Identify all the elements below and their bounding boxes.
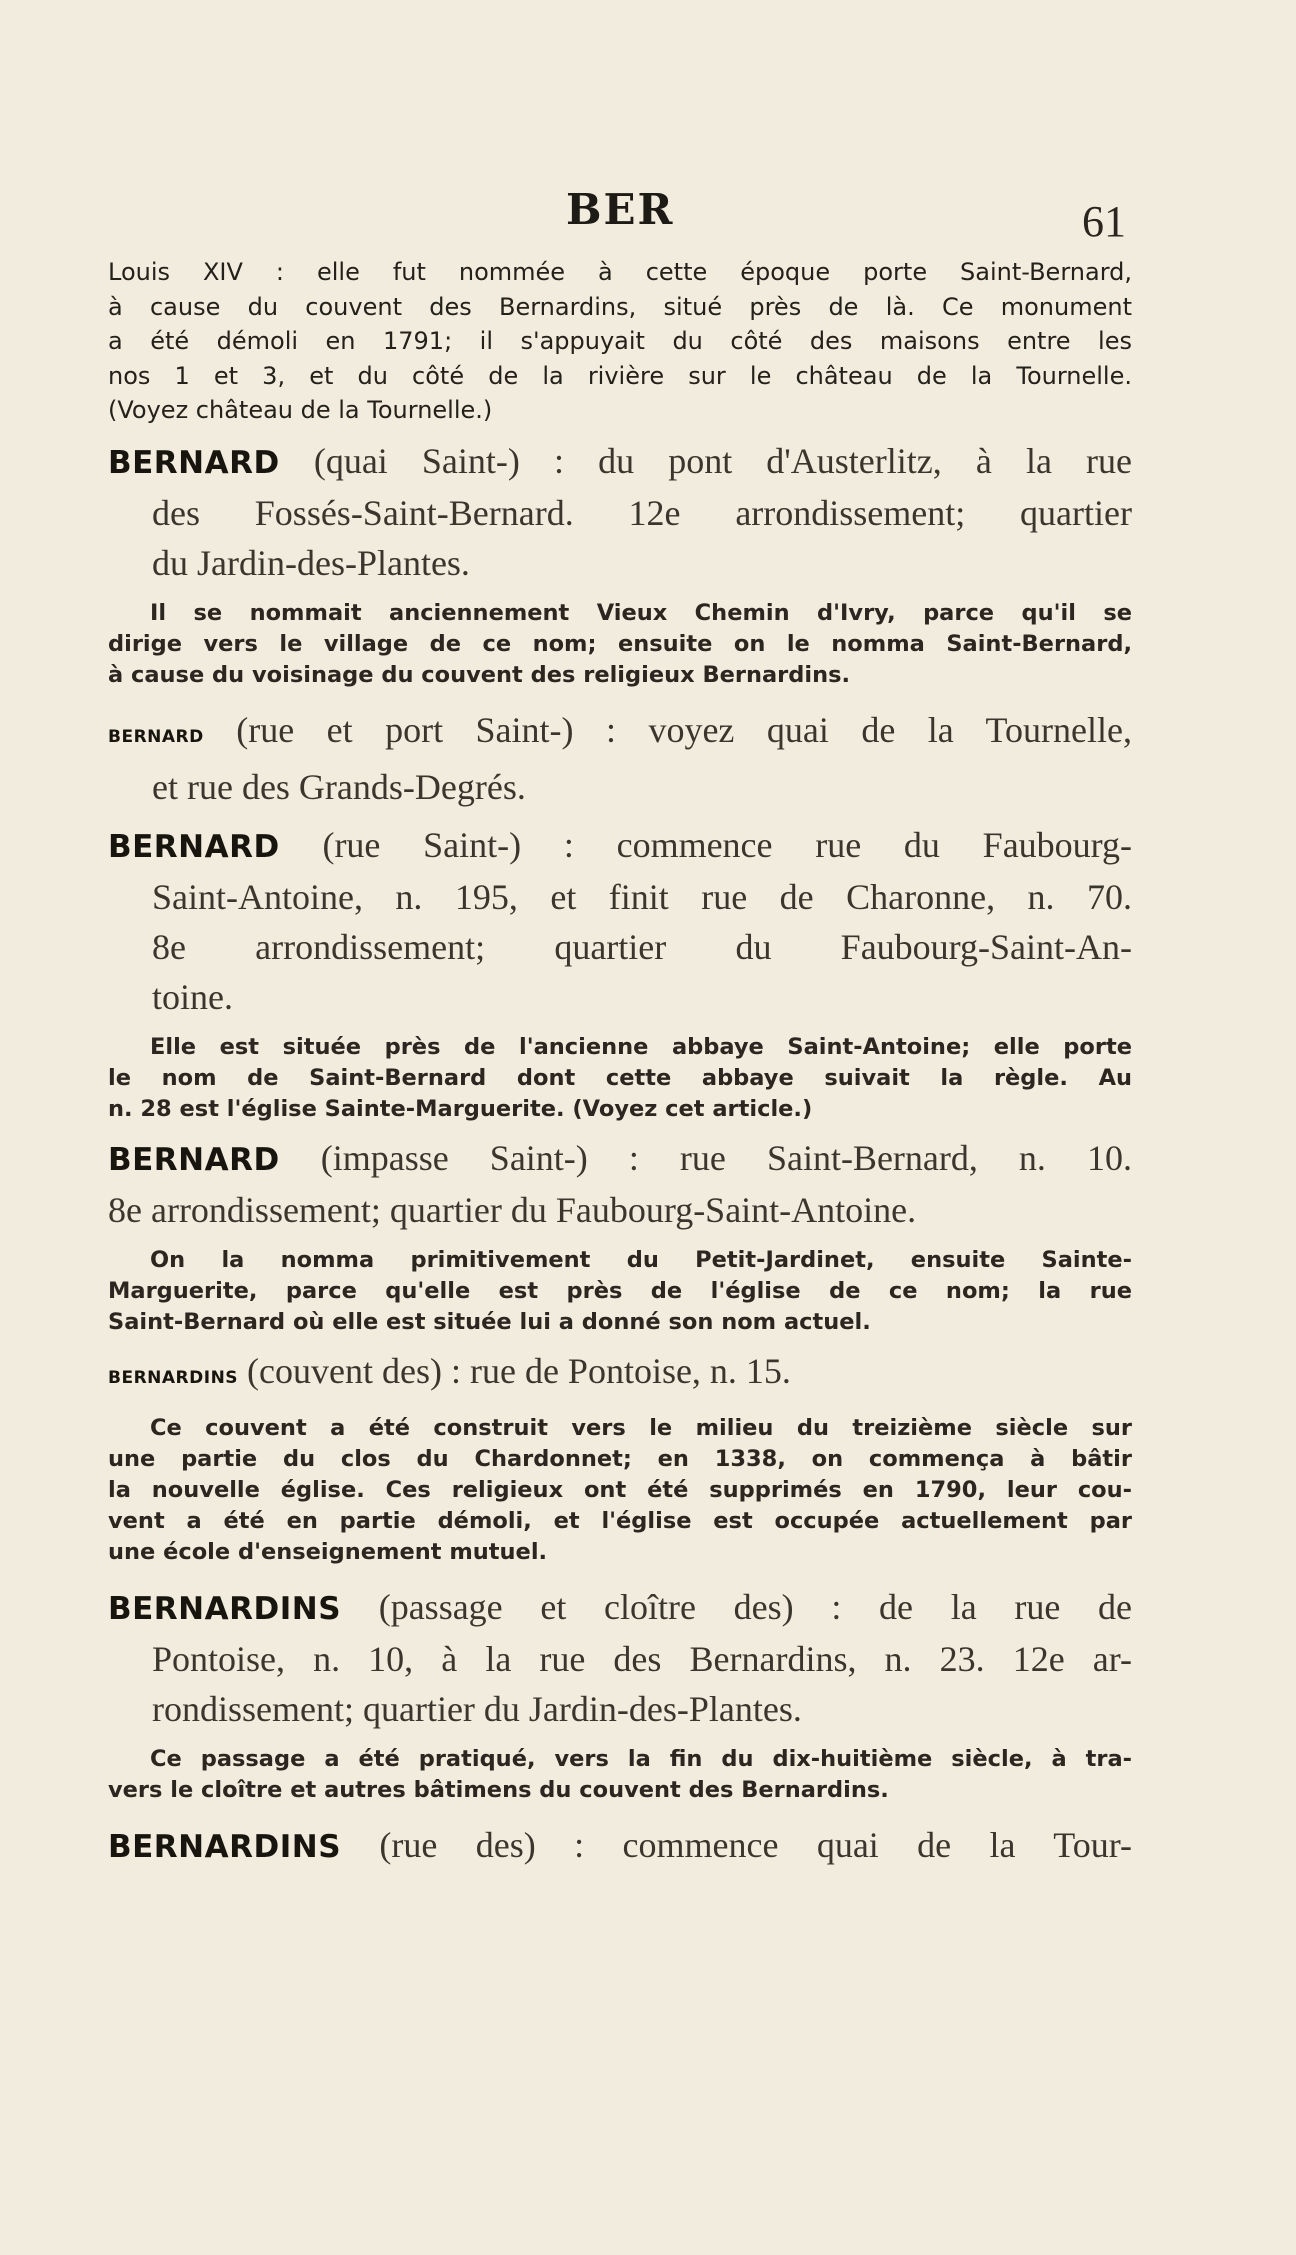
entry-text: du Jardin-des-Plantes.: [152, 542, 470, 583]
note-line: la nouvelle église. Ces religieux ont été supprimés en 1790, leur cou-: [108, 1476, 1132, 1503]
entry-text: rondissement; quartier du Jardin-des-Plantes.: [152, 1688, 802, 1729]
note-line: une partie du clos du Chardonnet; en 1338, on commença à bâtir: [108, 1445, 1132, 1472]
entry-text: des Fossés-Saint-Bernard. 12e arrondissement; quartier: [152, 492, 1132, 533]
note-line: vent a été en partie démoli, et l'église est occupée actuellement par: [108, 1507, 1132, 1534]
entry-text: 8e arrondissement; quartier du Faubourg-Saint-Antoine.: [108, 1189, 917, 1230]
entry-bernardins-rue: [108, 1820, 1132, 1872]
entry-bernard-rue-port: [108, 705, 1132, 812]
entry-text: (rue et port Saint-) : voyez quai de la Tournelle,: [203, 709, 1132, 750]
entry-text: (rue Saint-) : commence rue du Faubourg-: [279, 824, 1132, 865]
entry-text: 8e arrondissement; quartier du Faubourg-Saint-An-: [152, 926, 1132, 967]
headword: BERNARD: [108, 828, 280, 865]
running-head: BER: [566, 185, 675, 234]
entry-note: [108, 598, 1132, 691]
entry-text: (quai Saint-) : du pont d'Austerlitz, à la rue: [279, 440, 1132, 481]
entry-text: (couvent des) : rue de Pontoise, n. 15.: [238, 1350, 791, 1391]
headword: BERNARDINS: [108, 1367, 239, 1388]
text-line: Louis XIV : elle fut nommée à cette époque porte Saint-Bernard,: [108, 258, 1132, 286]
note-line: Ce passage a été pratiqué, vers la fin du dix-huitième siècle, à tra-: [150, 1745, 1132, 1772]
headword: BERNARDINS: [108, 1828, 342, 1865]
note-line: On la nomma primitivement du Petit-Jardinet, ensuite Sainte-: [150, 1246, 1132, 1273]
entry-text: Saint-Antoine, n. 195, et finit rue de Charonne, n. 70.: [152, 876, 1132, 917]
note-line: Marguerite, parce qu'elle est près de l'église de ce nom; la rue: [108, 1277, 1132, 1304]
note-line: Ce couvent a été construit vers le milieu du treizième siècle sur: [150, 1414, 1132, 1441]
note-line: vers le cloître et autres bâtimens du couvent des Bernardins.: [108, 1776, 889, 1803]
entry-text: Pontoise, n. 10, à la rue des Bernardins, n. 23. 12e ar-: [152, 1638, 1132, 1679]
headword: BERNARD: [108, 444, 280, 481]
text-line: nos 1 et 3, et du côté de la rivière sur le château de la Tournelle.: [108, 361, 1132, 390]
note-line: à cause du voisinage du couvent des religieux Bernardins.: [108, 661, 851, 688]
entry-bernard-quai: [108, 436, 1132, 588]
intro-paragraph: [108, 255, 1132, 428]
entry-bernardins-couvent: [108, 1346, 1132, 1403]
entry-note: [108, 1413, 1132, 1568]
page-number: 61: [1082, 197, 1126, 246]
entry-text: (impasse Saint-) : rue Saint-Bernard, n. 10.: [279, 1137, 1132, 1178]
entry-bernard-impasse: [108, 1133, 1132, 1235]
text-line: à cause du couvent des Bernardins, situé près de là. Ce monument: [108, 292, 1132, 321]
headword: BERNARDINS: [108, 1590, 342, 1627]
note-line: le nom de Saint-Bernard dont cette abbaye suivait la règle. Au: [108, 1064, 1132, 1091]
entry-note: [108, 1032, 1132, 1125]
entry-bernardins-passage: [108, 1582, 1132, 1734]
headword: BERNARD: [108, 726, 204, 747]
entry-text: toine.: [152, 976, 233, 1017]
entry-note: [108, 1744, 1132, 1806]
note-line: une école d'enseignement mutuel.: [108, 1538, 548, 1565]
entry-text: (rue des) : commence quai de la Tour-: [341, 1824, 1132, 1865]
entry-bernard-rue: [108, 820, 1132, 1022]
note-line: n. 28 est l'église Sainte-Marguerite. (Voyez cet article.): [108, 1095, 813, 1122]
note-line: Elle est située près de l'ancienne abbaye Saint-Antoine; elle porte: [150, 1033, 1132, 1060]
note-line: Saint-Bernard où elle est située lui a donné son nom actuel.: [108, 1308, 871, 1335]
entry-text: et rue des Grands-Degrés.: [152, 766, 526, 807]
page-body: [108, 255, 1132, 1872]
text-line: (Voyez château de la Tournelle.): [108, 396, 493, 424]
headword: BERNARD: [108, 1141, 280, 1178]
entry-note: [108, 1245, 1132, 1338]
note-line: Il se nommait anciennement Vieux Chemin d'Ivry, parce qu'il se: [150, 599, 1132, 626]
note-line: dirige vers le village de ce nom; ensuite on le nomma Saint-Bernard,: [108, 630, 1132, 657]
text-line: a été démoli en 1791; il s'appuyait du côté des maisons entre les: [108, 327, 1132, 355]
entry-text: (passage et cloître des) : de la rue de: [341, 1586, 1132, 1627]
